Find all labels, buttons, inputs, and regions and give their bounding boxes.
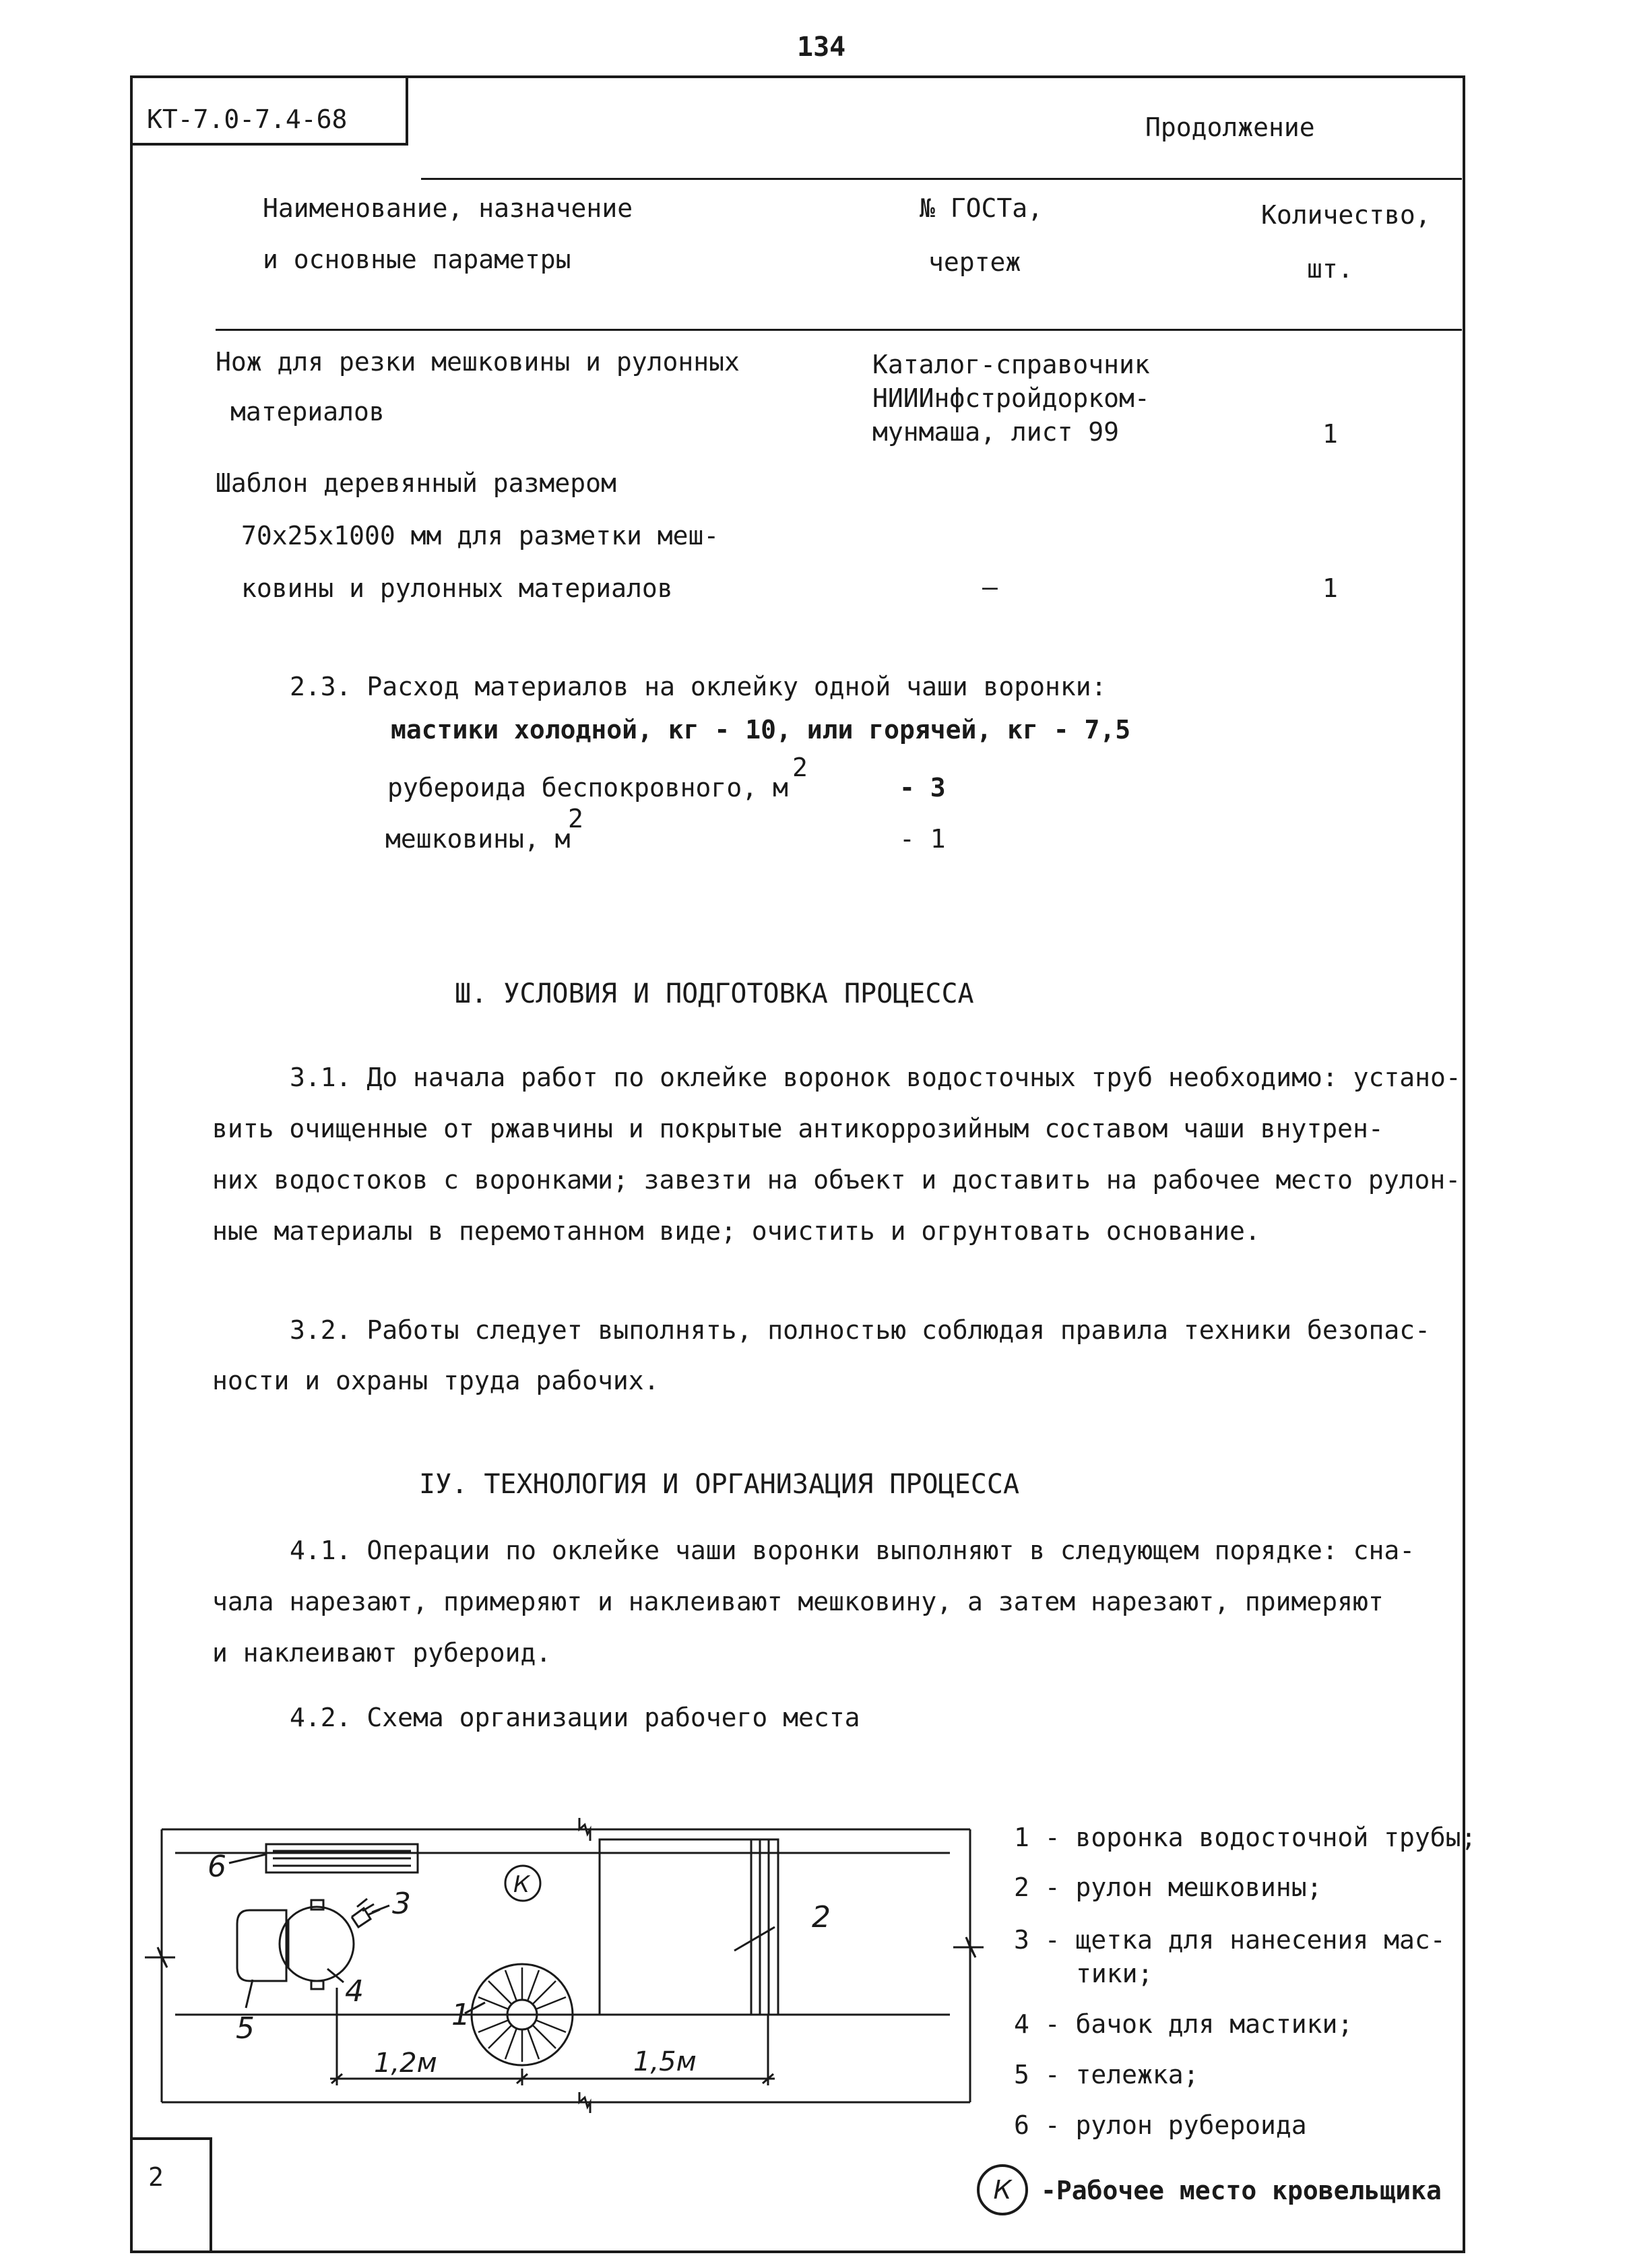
diagram-dim-left: 1,2м — [374, 2048, 437, 2079]
workplace-legend-mark: К — [993, 2175, 1012, 2205]
materials-burlap-sup: 2 — [568, 804, 583, 833]
section4-p2: 4.2. Схема организации рабочего места — [290, 1703, 860, 1732]
diagram-label-2: 2 — [812, 1900, 831, 1934]
section3-p2-line1: 3.2. Работы следует выполнять, полностью соблюдая правила техники безопас- — [290, 1315, 1430, 1345]
materials-burlap-label: мешковины, м — [385, 824, 571, 854]
materials-ruberoid-sup: 2 — [792, 753, 808, 782]
diagram-workplace-mark: К — [513, 1871, 530, 1898]
section3-p1-line4: ные материалы в перемотанном виде; очистить и огрунтовать основание. — [212, 1216, 1260, 1246]
section4-p1-line1: 4.1. Операции по оклейке чаши воронки выполняют в следующем порядке: сна- — [290, 1536, 1415, 1565]
materials-ruberoid-value: - 3 — [899, 773, 946, 802]
table-header-bottom-line — [216, 329, 1462, 331]
legend-item-3-cont: тики; — [1076, 1959, 1153, 1988]
stamp-code: КТ-7.0-7.4-68 — [147, 104, 348, 134]
section3-p1-line3: них водостоков с воронками; завезти на объект и доставить на рабочее место рулон- — [212, 1165, 1461, 1195]
materials-intro: 2.3. Расход материалов на оклейку одной чаши воронки: — [290, 672, 1107, 701]
materials-ruberoid-label: рубероида беспокровного, м — [387, 773, 788, 802]
header-name-line1: Наименование, назначение — [263, 193, 633, 223]
diagram-label-6: 6 — [207, 1850, 226, 1884]
table-row-2-qty: 1 — [1322, 573, 1338, 603]
frame-right — [1463, 75, 1465, 2253]
corner-box — [130, 2137, 212, 2253]
legend-item-1: 1 - воронка водосточной трубы; — [1014, 1823, 1477, 1852]
table-row-1-gost-line1: Каталог-справочник — [872, 350, 1150, 379]
table-row-1-name-line2: материалов — [230, 397, 385, 427]
workplace-diagram — [135, 1806, 984, 2122]
table-row-1-name-line1: Нож для резки мешковины и рулонных — [216, 347, 740, 377]
table-top-line — [421, 178, 1462, 180]
section3-heading: Ш. УСЛОВИЯ И ПОДГОТОВКА ПРОЦЕССА — [455, 978, 974, 1009]
section3-p1-line1: 3.1. До начала работ по оклейке воронок водосточных труб необходимо: устано- — [290, 1063, 1461, 1092]
frame-left — [130, 75, 133, 2253]
section4-heading: IУ. ТЕХНОЛОГИЯ И ОРГАНИЗАЦИЯ ПРОЦЕССА — [419, 1469, 1020, 1500]
materials-burlap-value: - 1 — [899, 824, 946, 854]
table-row-1-gost-line2: НИИИнфстройдорком- — [872, 383, 1150, 413]
section3-p2-line2: ности и охраны труда рабочих. — [212, 1366, 660, 1395]
section4-p1-line2: чала нарезают, примеряют и наклеивают мешковину, а затем нарезают, примеряют — [212, 1587, 1384, 1616]
legend-item-3: 3 - щетка для нанесения мас- — [1014, 1925, 1446, 1955]
legend-item-5: 5 - тележка; — [1014, 2060, 1199, 2089]
materials-mastic: мастики холодной, кг - 10, или горячей, кг - 7,5 — [391, 715, 1131, 745]
frame-bottom — [130, 2250, 1465, 2253]
header-name-line2: и основные параметры — [263, 245, 571, 274]
diagram-label-1: 1 — [451, 1998, 470, 2032]
table-row-2-name-line1: Шаблон деревянный размером — [216, 468, 616, 498]
diagram-label-4: 4 — [345, 1974, 364, 2009]
table-row-2-name-line3: ковины и рулонных материалов — [241, 573, 673, 603]
legend-item-6: 6 - рулон рубероида — [1014, 2110, 1307, 2140]
legend-item-4: 4 - бачок для мастики; — [1014, 2009, 1353, 2039]
legend-item-2: 2 - рулон мешковины; — [1014, 1872, 1322, 1902]
diagram-label-3: 3 — [392, 1887, 411, 1921]
table-row-2-name-line2: 70x25x1000 мм для разметки меш- — [241, 521, 719, 550]
corner-number: 2 — [148, 2162, 164, 2192]
diagram-label-5: 5 — [236, 2011, 255, 2046]
header-gost-line1: № ГОСТа, — [920, 193, 1044, 223]
continuation-label: Продолжение — [1145, 113, 1315, 142]
section4-p1-line3: и наклеивают рубероид. — [212, 1638, 552, 1668]
table-row-1-gost-line3: мунмаша, лист 99 — [872, 417, 1120, 447]
page-number: 134 — [797, 32, 846, 63]
table-row-2-gost: – — [982, 572, 998, 602]
header-gost-line2: чертеж — [928, 247, 1021, 277]
table-row-1-qty: 1 — [1322, 419, 1338, 449]
section3-p1-line2: вить очищенные от ржавчины и покрытые антикоррозийным составом чаши внутрен- — [212, 1114, 1384, 1143]
workplace-legend-circle — [977, 2164, 1028, 2215]
workplace-legend-text: -Рабочее место кровельщика — [1041, 2176, 1442, 2205]
header-qty-line2: шт. — [1307, 254, 1353, 284]
diagram-dim-right: 1,5м — [633, 2046, 697, 2077]
header-qty-line1: Количество, — [1261, 200, 1431, 230]
